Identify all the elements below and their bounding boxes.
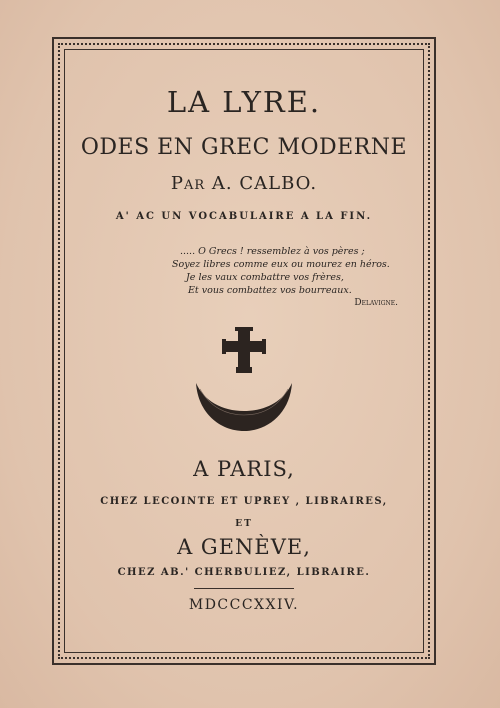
divider-rule [194, 588, 294, 589]
book-subtitle: ODES EN GREC MODERNE [80, 135, 408, 160]
epigraph-line: Et vous combattez vos bourreaux. [188, 285, 352, 296]
vocabulary-note: A' AC UN VOCABULAIRE A LA FIN. [115, 211, 373, 222]
imprint-publisher-geneve: CHEZ AB.' CHERBULIEZ, LIBRAIRE. [117, 567, 371, 578]
epigraph-attribution: Delavigne. [354, 298, 398, 308]
epigraph-line: Je les vaux combattre vos frères, [186, 272, 344, 283]
imprint-conjunction: ET [235, 519, 253, 529]
epigraph-line: ..... O Grecs ! ressemblez à vos pères ; [180, 246, 365, 257]
imprint-place-paris: A PARIS, [193, 457, 295, 481]
epigraph-line: Soyez libres comme eux ou mourez en héros. [172, 259, 390, 270]
cross-and-crescent-emblem-icon [192, 327, 296, 435]
epigraph [172, 245, 404, 310]
book-title: LA LYRE. [166, 85, 322, 119]
author-line: Par A. CALBO. [170, 173, 318, 194]
imprint-date: MDCCCXXIV. [188, 597, 300, 613]
imprint-publisher-paris: CHEZ LECOINTE ET UPREY , LIBRAIRES, [100, 496, 388, 507]
title-page-content [64, 49, 424, 653]
imprint-place-geneve: A GENÈVE, [177, 535, 311, 559]
